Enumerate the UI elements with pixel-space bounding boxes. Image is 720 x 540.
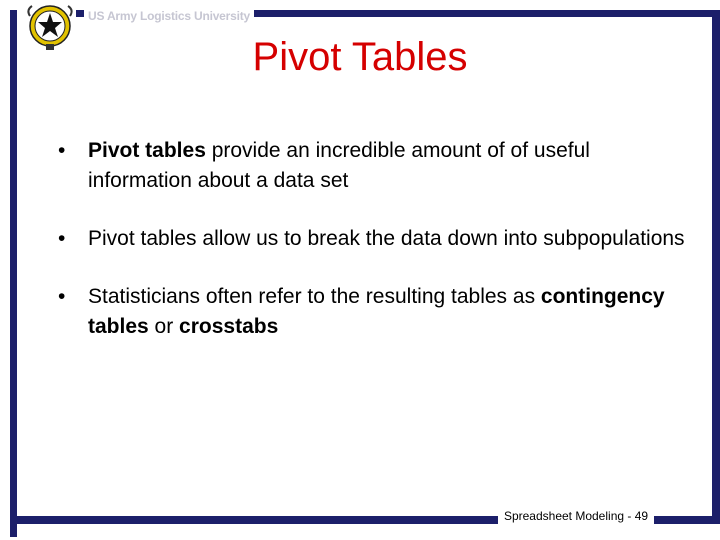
bullet-text: Statisticians often refer to the resulting tables as <box>88 285 541 308</box>
bullet-item <box>58 136 698 196</box>
slide-footer: Spreadsheet Modeling - 49 <box>498 507 654 525</box>
bullet-item <box>58 224 698 254</box>
bullet-text: provide an incredible amount of of useful information about a data set <box>88 139 590 192</box>
bullet-dot-icon: • <box>58 285 66 308</box>
organization-label: US Army Logistics University <box>84 9 254 23</box>
bullet-list <box>58 136 698 370</box>
bullet-dot-icon: • <box>58 139 66 162</box>
bullet-bold-text: Pivot tables <box>88 139 206 162</box>
bullet-item <box>58 282 698 342</box>
slide-title: Pivot Tables <box>252 35 468 79</box>
bullet-text: Pivot tables allow us to break the data down into subpopulations <box>88 227 685 250</box>
bullet-bold-text: contingency tables <box>88 285 665 338</box>
bullet-text: or <box>148 315 180 338</box>
bullet-bold-text: crosstabs <box>179 315 279 338</box>
frame-left-bar <box>10 10 17 537</box>
frame-right-bar <box>712 10 720 524</box>
bullet-dot-icon: • <box>58 227 66 250</box>
